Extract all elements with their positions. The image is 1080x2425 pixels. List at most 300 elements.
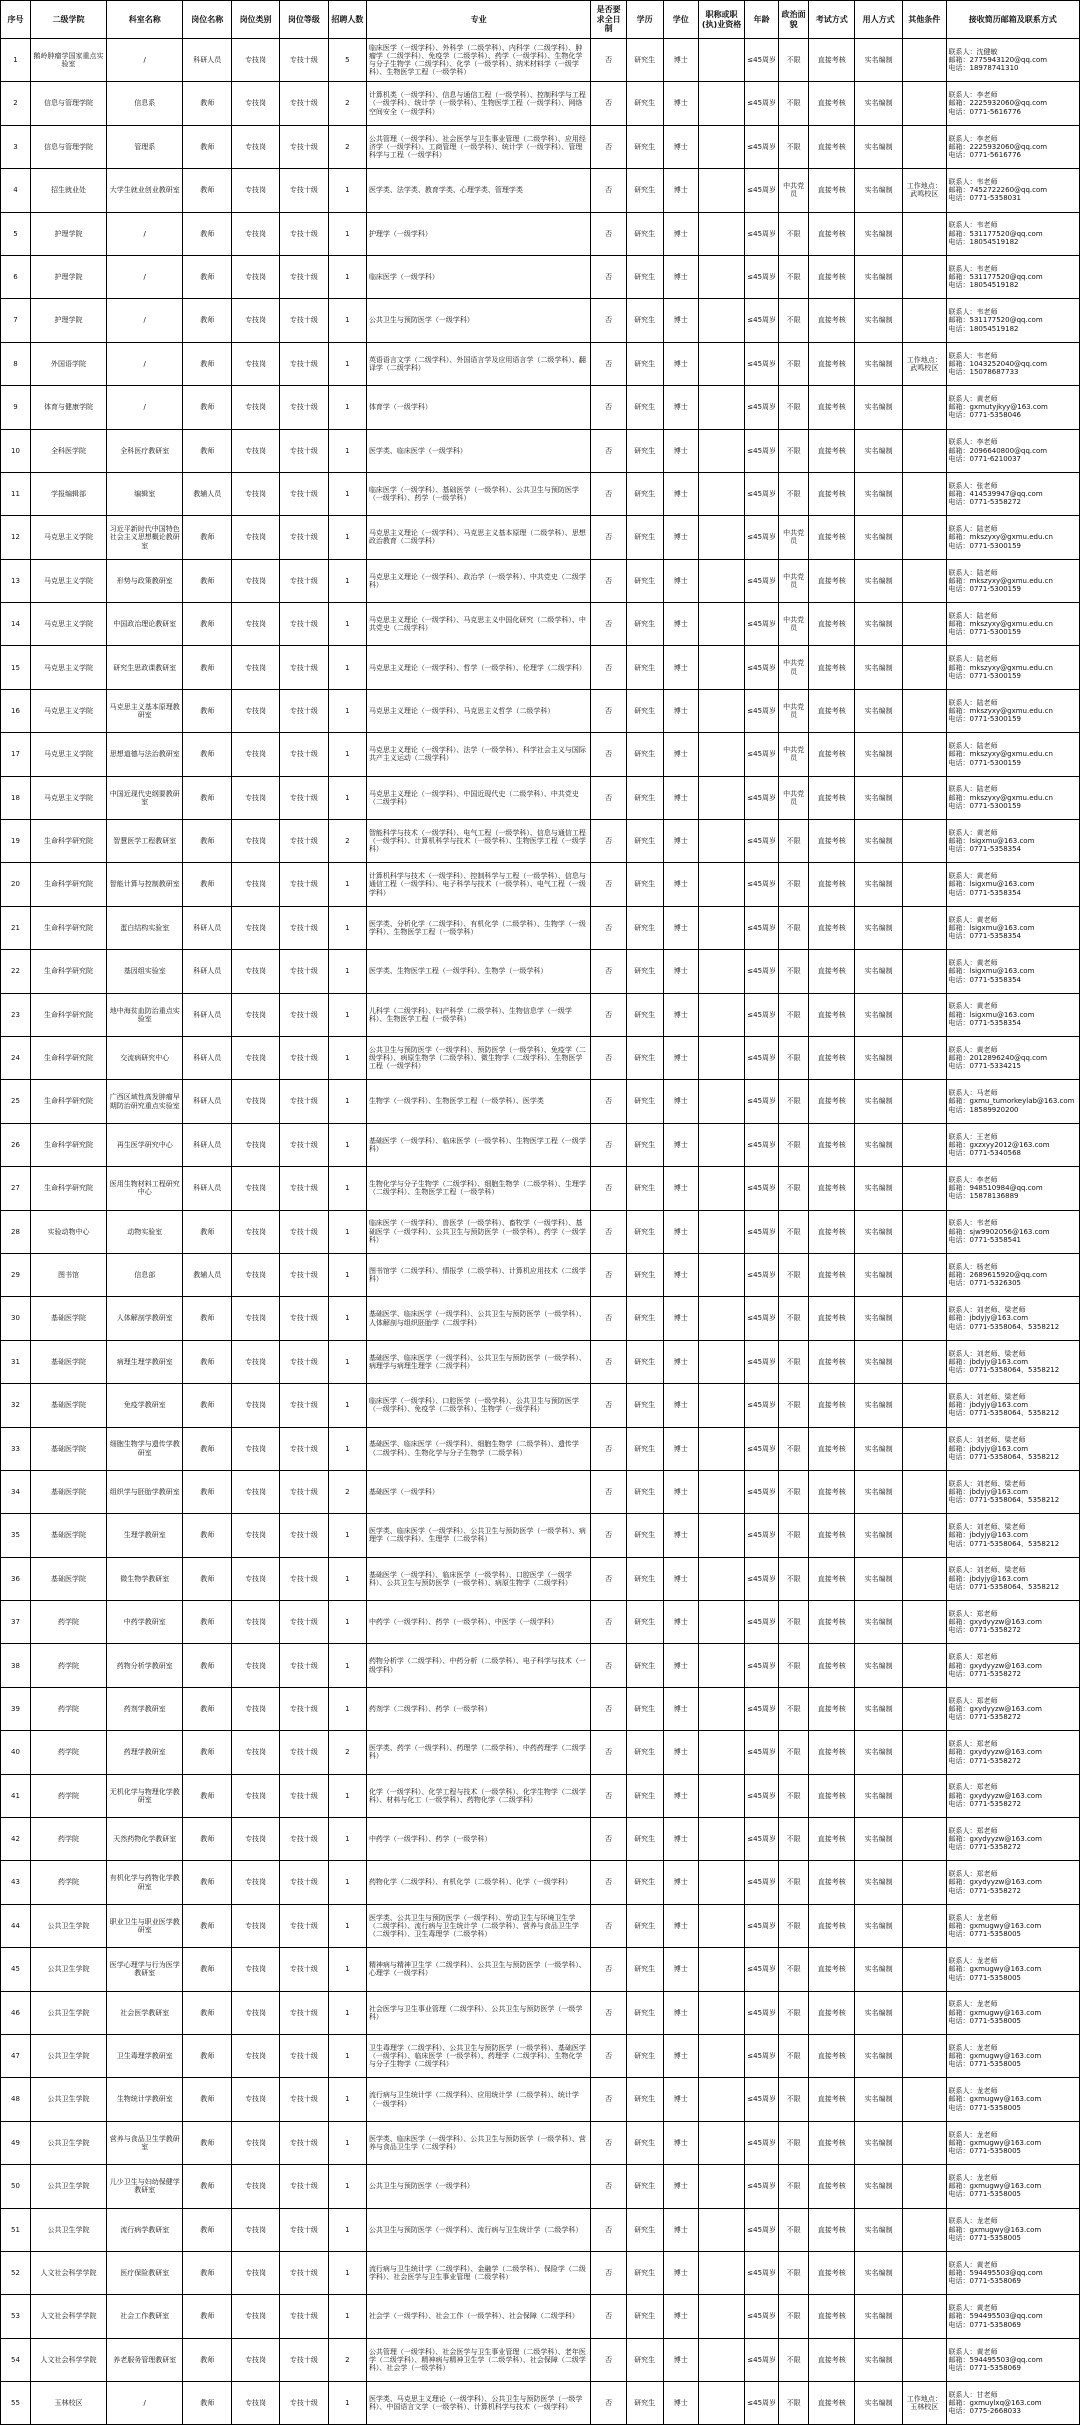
table-cell: 不限: [779, 1601, 809, 1644]
table-cell: 1: [328, 1687, 366, 1730]
table-cell: 研究生: [626, 1036, 663, 1079]
table-cell: 联系人：韦老师 邮箱：1043252040@qq.com 电话：15078687733: [946, 342, 1080, 385]
table-cell: ≤45周岁: [745, 2338, 779, 2381]
table-cell: ≤45周岁: [745, 125, 779, 168]
table-row: [1, 82, 1080, 125]
table-cell: 直接考核: [809, 559, 855, 602]
table-cell: 实名编制: [855, 1123, 903, 1166]
table-cell: 博士: [663, 1904, 698, 1947]
table-cell: 公共卫生与预防医学（一级学科）、预防医学（一级学科）、免疫学（二级学科）、病原生物学（二级学科）、微生物学（二级学科）、生物医学工程（一级学科）: [366, 1036, 591, 1079]
table-cell: [902, 1601, 946, 1644]
table-cell: 1: [328, 733, 366, 776]
table-cell: 不限: [779, 2165, 809, 2208]
table-cell: 研究生: [626, 1731, 663, 1774]
table-cell: 研究生: [626, 1123, 663, 1166]
table-cell: 招生就业处: [30, 169, 106, 212]
table-row: [1, 1253, 1080, 1296]
table-cell: 否: [591, 82, 626, 125]
table-cell: 博士: [663, 1036, 698, 1079]
table-cell: 博士: [663, 1123, 698, 1166]
table-cell: 蛋白结构实验室: [107, 906, 183, 949]
table-cell: [698, 342, 744, 385]
table-cell: 1: [328, 1167, 366, 1210]
table-row: [1, 2165, 1080, 2208]
table-cell: 直接考核: [809, 2208, 855, 2251]
table-cell: 实名编制: [855, 733, 903, 776]
table-cell: ≤45周岁: [745, 1253, 779, 1296]
table-cell: 专技十级: [279, 342, 328, 385]
col-header: 二级学院: [30, 1, 106, 39]
table-cell: 1: [328, 472, 366, 515]
table-cell: 不限: [779, 1991, 809, 2034]
table-cell: 实名编制: [855, 603, 903, 646]
table-cell: 研究生: [626, 1774, 663, 1817]
table-cell: [698, 1470, 744, 1513]
table-cell: ≤45周岁: [745, 733, 779, 776]
table-cell: ≤45周岁: [745, 1991, 779, 2034]
table-cell: 研究生: [626, 820, 663, 863]
table-cell: 直接考核: [809, 689, 855, 732]
table-cell: 基础医学院: [30, 1470, 106, 1513]
table-cell: 实名编制: [855, 2208, 903, 2251]
table-cell: [902, 1123, 946, 1166]
table-cell: 专技岗: [232, 603, 280, 646]
table-cell: 药学院: [30, 1644, 106, 1687]
table-cell: 联系人：龙老师 邮箱：gxmugwy@163.com 电话：0771-5358005: [946, 1904, 1080, 1947]
table-cell: 科研人员: [183, 1036, 232, 1079]
table-cell: 地中海贫血防治重点实验室: [107, 993, 183, 1036]
table-cell: 临床医学（一级学科）、外科学（二级学科）、内科学（二级学科）、肿瘤学（二级学科）、免疫学（二级学科）、药学（一级学科）、生物化学与分子生物学（二级学科）、化学（一级学科）、纳米材料学（一级学科）、生物医学工程（一级学科）: [366, 39, 591, 82]
table-row: [1, 2382, 1080, 2425]
table-cell: [902, 212, 946, 255]
table-cell: 专技十级: [279, 646, 328, 689]
table-cell: 实名编制: [855, 1167, 903, 1210]
table-cell: 中共党员: [779, 646, 809, 689]
table-cell: 医学类、临床医学（一级学科）、公共卫生与预防医学（一级学科）、病理学（二级学科）、生理学（二级学科）: [366, 1514, 591, 1557]
table-cell: 博士: [663, 1687, 698, 1730]
table-cell: 否: [591, 689, 626, 732]
table-cell: 直接考核: [809, 1687, 855, 1730]
table-cell: 53: [1, 2295, 31, 2338]
table-cell: ≤45周岁: [745, 429, 779, 472]
table-cell: 医学类、马克思主义理论（一级学科）、公共卫生与预防医学（一级学科）、中国语言文学（一级学科）、计算机科学与技术（一级学科）: [366, 2382, 591, 2425]
table-cell: 不限: [779, 212, 809, 255]
table-cell: 专技岗: [232, 1514, 280, 1557]
table-cell: 专技十级: [279, 516, 328, 559]
table-cell: 专技十级: [279, 1427, 328, 1470]
col-header: 学历: [626, 1, 663, 39]
table-cell: 联系人：陆老师 邮箱：mkszyxy@gxmu.edu.cn 电话：0771-5300159: [946, 733, 1080, 776]
table-cell: 中共党员: [779, 169, 809, 212]
table-cell: 专技十级: [279, 1861, 328, 1904]
table-cell: 2: [328, 820, 366, 863]
table-cell: 实名编制: [855, 82, 903, 125]
table-cell: 信息系: [107, 82, 183, 125]
col-header: 是否要求全日制: [591, 1, 626, 39]
table-cell: 人文社会科学学院: [30, 2295, 106, 2338]
table-cell: 40: [1, 1731, 31, 1774]
table-cell: ≤45周岁: [745, 689, 779, 732]
table-cell: 联系人：杨老师 邮箱：2689615920@qq.com 电话：0771-5326305: [946, 1253, 1080, 1296]
table-cell: 专技十级: [279, 169, 328, 212]
table-cell: 不限: [779, 1123, 809, 1166]
table-cell: 实名编制: [855, 2078, 903, 2121]
table-cell: 2: [328, 82, 366, 125]
table-cell: 实验动物中心: [30, 1210, 106, 1253]
table-cell: 公共卫生学院: [30, 1991, 106, 2034]
table-cell: 专技岗: [232, 1991, 280, 2034]
table-cell: 博士: [663, 1991, 698, 2034]
table-cell: [902, 2338, 946, 2381]
table-cell: 实名编制: [855, 2338, 903, 2381]
table-cell: /: [107, 39, 183, 82]
table-cell: 1: [328, 516, 366, 559]
table-cell: 直接考核: [809, 1340, 855, 1383]
table-cell: 专技岗: [232, 1601, 280, 1644]
table-cell: [698, 863, 744, 906]
table-cell: ≤45周岁: [745, 1297, 779, 1340]
table-cell: 不限: [779, 1818, 809, 1861]
table-cell: 临床医学（一级学科）: [366, 255, 591, 298]
table-cell: 专技岗: [232, 559, 280, 602]
table-cell: [698, 2338, 744, 2381]
table-cell: 化学（一级学科）、化学工程与技术（一级学科）、化学生物学（二级学科）、材料与化工（一级学科）、药物化学（二级学科）: [366, 1774, 591, 1817]
table-cell: 否: [591, 429, 626, 472]
table-cell: 32: [1, 1384, 31, 1427]
table-cell: 38: [1, 1644, 31, 1687]
table-cell: 博士: [663, 1080, 698, 1123]
table-cell: 马克思主义理论（一级学科）、马克思主义哲学（二级学科）: [366, 689, 591, 732]
table-cell: 专技岗: [232, 125, 280, 168]
table-cell: 不限: [779, 429, 809, 472]
table-cell: [902, 1861, 946, 1904]
table-cell: ≤45周岁: [745, 2295, 779, 2338]
table-cell: 专技岗: [232, 1904, 280, 1947]
table-cell: 不限: [779, 342, 809, 385]
table-cell: 医学类、法学类、教育学类、心理学类、管理学类: [366, 169, 591, 212]
table-cell: 1: [328, 1297, 366, 1340]
table-cell: 实名编制: [855, 255, 903, 298]
table-cell: [902, 1818, 946, 1861]
table-cell: 马克思主义理论（一级学科）、马克思主义中国化研究（二级学科）、中共党史（二级学科）: [366, 603, 591, 646]
table-cell: 14: [1, 603, 31, 646]
table-row: [1, 1514, 1080, 1557]
table-cell: 中药学（一级学科）、药学（一级学科）、中医学（一级学科）: [366, 1601, 591, 1644]
table-cell: 联系人：黄老师 邮箱：lsigxmu@163.com 电话：0771-5358354: [946, 820, 1080, 863]
table-cell: 直接考核: [809, 212, 855, 255]
table-cell: 不限: [779, 2078, 809, 2121]
table-cell: 专技十级: [279, 1340, 328, 1383]
table-cell: 教师: [183, 1297, 232, 1340]
table-cell: 1: [328, 906, 366, 949]
table-cell: 教师: [183, 1210, 232, 1253]
table-cell: 博士: [663, 2382, 698, 2425]
table-cell: 2: [328, 2338, 366, 2381]
table-cell: 否: [591, 1818, 626, 1861]
table-cell: 专技十级: [279, 1514, 328, 1557]
table-cell: 博士: [663, 1644, 698, 1687]
table-cell: 联系人：陆老师 邮箱：mkszyxy@gxmu.edu.cn 电话：0771-5300159: [946, 646, 1080, 689]
table-cell: 专技十级: [279, 2338, 328, 2381]
table-cell: 55: [1, 2382, 31, 2425]
table-cell: 直接考核: [809, 1427, 855, 1470]
table-cell: ≤45周岁: [745, 212, 779, 255]
table-cell: 研究生: [626, 1297, 663, 1340]
table-cell: 博士: [663, 2251, 698, 2294]
table-cell: 研究生: [626, 429, 663, 472]
table-cell: 联系人：郑老师 邮箱：gxydyyzw@163.com 电话：0771-5358272: [946, 1644, 1080, 1687]
table-cell: 联系人：黄老师 邮箱：lsigxmu@163.com 电话：0771-5358354: [946, 906, 1080, 949]
table-cell: 社会医学教研室: [107, 1991, 183, 2034]
table-cell: 否: [591, 2382, 626, 2425]
table-cell: [698, 1644, 744, 1687]
table-cell: 联系人：郑老师 邮箱：gxydyyzw@163.com 电话：0771-5358272: [946, 1601, 1080, 1644]
table-cell: 直接考核: [809, 1904, 855, 1947]
table-cell: 不限: [779, 2251, 809, 2294]
table-cell: 马克思主义学院: [30, 646, 106, 689]
table-row: [1, 1904, 1080, 1947]
table-cell: ≤45周岁: [745, 2121, 779, 2164]
table-cell: 医用生物材料工程研究中心: [107, 1167, 183, 1210]
table-cell: 教师: [183, 1340, 232, 1383]
table-cell: [698, 1991, 744, 2034]
table-cell: 1: [328, 1123, 366, 1166]
table-cell: 专技岗: [232, 1557, 280, 1600]
table-cell: 专技十级: [279, 125, 328, 168]
table-row: [1, 1861, 1080, 1904]
table-cell: 教师: [183, 1601, 232, 1644]
table-cell: ≤45周岁: [745, 1818, 779, 1861]
table-cell: 信息部: [107, 1253, 183, 1296]
table-cell: 博士: [663, 1167, 698, 1210]
table-cell: 19: [1, 820, 31, 863]
table-cell: 否: [591, 1470, 626, 1513]
table-cell: 1: [328, 1253, 366, 1296]
table-cell: [902, 2121, 946, 2164]
table-cell: 不限: [779, 472, 809, 515]
table-cell: [902, 1991, 946, 2034]
table-cell: 否: [591, 2295, 626, 2338]
table-cell: 专技十级: [279, 820, 328, 863]
table-cell: 专技岗: [232, 429, 280, 472]
table-cell: 再生医学研究中心: [107, 1123, 183, 1166]
table-cell: 交流病研究中心: [107, 1036, 183, 1079]
table-cell: 研究生: [626, 516, 663, 559]
table-cell: [698, 993, 744, 1036]
table-cell: 专技岗: [232, 906, 280, 949]
table-cell: 不限: [779, 1644, 809, 1687]
table-cell: 专技岗: [232, 1731, 280, 1774]
table-cell: [902, 1297, 946, 1340]
table-cell: 直接考核: [809, 2078, 855, 2121]
table-cell: [902, 2208, 946, 2251]
table-cell: [902, 1470, 946, 1513]
table-cell: 专技十级: [279, 689, 328, 732]
table-cell: 马克思主义理论（一级学科）、法学（一级学科）、科学社会主义与国际共产主义运动（二级学科）: [366, 733, 591, 776]
table-cell: 27: [1, 1167, 31, 1210]
table-cell: 教师: [183, 2165, 232, 2208]
table-cell: 医疗保险教研室: [107, 2251, 183, 2294]
table-cell: 直接考核: [809, 169, 855, 212]
table-cell: 专技岗: [232, 646, 280, 689]
table-cell: 研究生: [626, 169, 663, 212]
table-cell: 实名编制: [855, 776, 903, 819]
table-cell: 教师: [183, 1818, 232, 1861]
table-cell: 直接考核: [809, 1036, 855, 1079]
table-cell: 54: [1, 2338, 31, 2381]
table-cell: 联系人：刘老师、梁老师 邮箱：jbdyjy@163.com 电话：0771-5358064、5358212: [946, 1514, 1080, 1557]
table-cell: 专技十级: [279, 429, 328, 472]
table-cell: 博士: [663, 1427, 698, 1470]
table-cell: 否: [591, 1861, 626, 1904]
table-cell: 专技十级: [279, 1036, 328, 1079]
table-cell: 否: [591, 820, 626, 863]
table-cell: 流行病与卫生统计学（二级学科）、应用统计学（二级学科）、统计学（一级学科）: [366, 2078, 591, 2121]
table-cell: 实名编制: [855, 1687, 903, 1730]
table-cell: 教师: [183, 2338, 232, 2381]
table-row: [1, 603, 1080, 646]
table-cell: 研究生: [626, 993, 663, 1036]
table-cell: 不限: [779, 1210, 809, 1253]
table-cell: [902, 1687, 946, 1730]
table-cell: 医学类、公共卫生与预防医学（一级学科）、劳动卫生与环境卫生学（二级学科）、流行病与卫生统计学（二级学科）、营养与食品卫生学（二级学科）、卫生毒理学（二级学科）: [366, 1904, 591, 1947]
table-row: [1, 1818, 1080, 1861]
table-cell: 1: [328, 1818, 366, 1861]
table-cell: 专技十级: [279, 1123, 328, 1166]
table-cell: 基础医学院: [30, 1557, 106, 1600]
table-cell: 护理学院: [30, 299, 106, 342]
table-cell: 形势与政策教研室: [107, 559, 183, 602]
table-cell: 18: [1, 776, 31, 819]
table-cell: [698, 1253, 744, 1296]
table-cell: 专技十级: [279, 1297, 328, 1340]
table-cell: 直接考核: [809, 1774, 855, 1817]
table-cell: 直接考核: [809, 1470, 855, 1513]
table-cell: 研究生: [626, 1948, 663, 1991]
table-cell: 直接考核: [809, 603, 855, 646]
table-cell: 社会学（一级学科）、社会工作（一级学科）、社会保障（二级学科）: [366, 2295, 591, 2338]
table-cell: 直接考核: [809, 993, 855, 1036]
table-cell: 专技十级: [279, 82, 328, 125]
table-cell: ≤45周岁: [745, 2034, 779, 2077]
col-header: 岗位名称: [183, 1, 232, 39]
table-cell: 专技岗: [232, 1687, 280, 1730]
table-cell: 否: [591, 1253, 626, 1296]
table-cell: 教师: [183, 1774, 232, 1817]
table-cell: 直接考核: [809, 1210, 855, 1253]
table-cell: 专技十级: [279, 993, 328, 1036]
table-cell: 博士: [663, 125, 698, 168]
table-cell: 1: [328, 776, 366, 819]
table-cell: 否: [591, 1210, 626, 1253]
table-cell: [698, 1904, 744, 1947]
table-cell: 教师: [183, 299, 232, 342]
table-cell: ≤45周岁: [745, 1687, 779, 1730]
table-cell: 直接考核: [809, 820, 855, 863]
table-cell: 研究生: [626, 1514, 663, 1557]
table-cell: 专技十级: [279, 1687, 328, 1730]
table-cell: 专技十级: [279, 603, 328, 646]
table-cell: [698, 2078, 744, 2121]
table-cell: ≤45周岁: [745, 776, 779, 819]
table-row: [1, 993, 1080, 1036]
table-cell: ≤45周岁: [745, 299, 779, 342]
table-cell: 不限: [779, 993, 809, 1036]
table-cell: 生命科学研究院: [30, 820, 106, 863]
table-cell: [902, 429, 946, 472]
table-cell: 1: [328, 1774, 366, 1817]
table-row: [1, 733, 1080, 776]
table-cell: 实名编制: [855, 2295, 903, 2338]
table-cell: 专技岗: [232, 1167, 280, 1210]
table-cell: [902, 1210, 946, 1253]
table-cell: ≤45周岁: [745, 559, 779, 602]
table-cell: 研究生: [626, 1557, 663, 1600]
table-cell: 否: [591, 2208, 626, 2251]
table-cell: 否: [591, 603, 626, 646]
table-cell: 1: [328, 603, 366, 646]
table-cell: 48: [1, 2078, 31, 2121]
table-cell: 基础医学、临床医学（一级学科）、公共卫生与预防医学（一级学科）、人体解剖与组织胚胎学（二级学科）: [366, 1297, 591, 1340]
table-cell: [698, 1774, 744, 1817]
table-cell: 智能计算与控制教研室: [107, 863, 183, 906]
table-cell: 体育与健康学院: [30, 386, 106, 429]
table-row: [1, 820, 1080, 863]
table-cell: 实名编制: [855, 1297, 903, 1340]
table-cell: 联系人：韦老师 邮箱：sjw9902056@163.com 电话：0771-5358541: [946, 1210, 1080, 1253]
table-cell: 52: [1, 2251, 31, 2294]
table-cell: 药学院: [30, 1601, 106, 1644]
col-header: 学位: [663, 1, 698, 39]
table-cell: 2: [328, 1731, 366, 1774]
table-cell: 不限: [779, 1297, 809, 1340]
table-cell: 教师: [183, 863, 232, 906]
table-cell: [698, 1340, 744, 1383]
table-cell: 34: [1, 1470, 31, 1513]
table-cell: 生命科学研究院: [30, 1080, 106, 1123]
table-cell: 基础医学院: [30, 1384, 106, 1427]
table-row: [1, 2295, 1080, 2338]
table-cell: ≤45周岁: [745, 1904, 779, 1947]
table-cell: 研究生: [626, 386, 663, 429]
table-row: [1, 1123, 1080, 1166]
table-cell: 研究生: [626, 646, 663, 689]
table-cell: 49: [1, 2121, 31, 2164]
table-cell: 教师: [183, 646, 232, 689]
table-cell: 研究生: [626, 603, 663, 646]
table-cell: 否: [591, 950, 626, 993]
table-cell: 教师: [183, 2034, 232, 2077]
table-cell: 博士: [663, 733, 698, 776]
table-cell: [698, 906, 744, 949]
table-cell: 博士: [663, 212, 698, 255]
table-cell: 博士: [663, 2208, 698, 2251]
table-cell: 24: [1, 1036, 31, 1079]
table-cell: [902, 1036, 946, 1079]
table-cell: 专技十级: [279, 863, 328, 906]
table-cell: [698, 1210, 744, 1253]
table-cell: 专技十级: [279, 2382, 328, 2425]
table-cell: 否: [591, 2338, 626, 2381]
table-cell: [902, 1384, 946, 1427]
table-cell: 否: [591, 776, 626, 819]
table-cell: 实名编制: [855, 1427, 903, 1470]
table-cell: 实名编制: [855, 820, 903, 863]
table-row: [1, 2338, 1080, 2381]
table-cell: 联系人：龙老师 邮箱：gxmugwy@163.com 电话：0771-5358005: [946, 2165, 1080, 2208]
table-cell: 1: [328, 299, 366, 342]
table-cell: 计算机科学与技术（一级学科）、控制科学与工程（一级学科）、信息与通信工程（一级学科）、电子科学与技术（一级学科）、电气工程（一级学科）: [366, 863, 591, 906]
